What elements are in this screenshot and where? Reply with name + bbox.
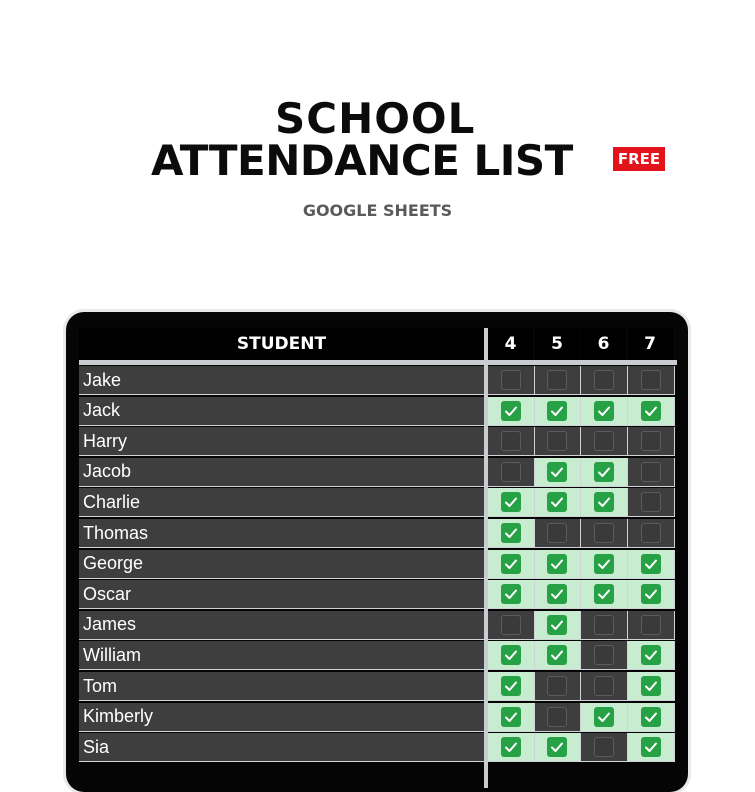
- unchecked-checkbox-icon[interactable]: [501, 431, 521, 451]
- title-line-2: ATTENDANCE LIST: [151, 136, 573, 185]
- attendance-cell: [488, 641, 535, 670]
- checked-checkbox-icon[interactable]: [594, 492, 614, 512]
- attendance-cell: [535, 488, 582, 517]
- checked-checkbox-icon[interactable]: [547, 401, 567, 421]
- attendance-cell: [581, 519, 628, 548]
- attendance-cell: [488, 733, 535, 762]
- attendance-cell: [535, 458, 582, 487]
- checked-checkbox-icon[interactable]: [641, 554, 661, 574]
- attendance-cell: [628, 672, 675, 701]
- checked-checkbox-icon[interactable]: [501, 554, 521, 574]
- attendance-cell: [581, 427, 628, 456]
- checked-checkbox-icon[interactable]: [501, 523, 521, 543]
- student-name: Kimberly: [79, 703, 484, 732]
- checked-checkbox-icon[interactable]: [594, 462, 614, 482]
- attendance-cell: [535, 641, 582, 670]
- unchecked-checkbox-icon[interactable]: [594, 676, 614, 696]
- attendance-cell: [488, 519, 535, 548]
- unchecked-checkbox-icon[interactable]: [641, 615, 661, 635]
- unchecked-checkbox-icon[interactable]: [641, 492, 661, 512]
- checked-checkbox-icon[interactable]: [501, 645, 521, 665]
- student-name: Jacob: [79, 458, 484, 487]
- attendance-cell: [581, 672, 628, 701]
- attendance-cell: [488, 397, 535, 426]
- student-name: Charlie: [79, 488, 484, 517]
- day-header-4: 4: [488, 328, 533, 360]
- day-header-7: 7: [628, 328, 673, 360]
- unchecked-checkbox-icon[interactable]: [547, 523, 567, 543]
- attendance-cell: [488, 366, 535, 395]
- free-badge: FREE: [613, 147, 665, 171]
- attendance-cell: [535, 427, 582, 456]
- unchecked-checkbox-icon[interactable]: [641, 523, 661, 543]
- student-column-header: STUDENT: [79, 328, 484, 360]
- table-row: [79, 550, 677, 581]
- unchecked-checkbox-icon[interactable]: [641, 370, 661, 390]
- attendance-cell: [535, 366, 582, 395]
- checked-checkbox-icon[interactable]: [547, 645, 567, 665]
- attendance-cell: [535, 672, 582, 701]
- attendance-cell: [581, 611, 628, 640]
- checked-checkbox-icon[interactable]: [501, 492, 521, 512]
- attendance-cell: [628, 641, 675, 670]
- attendance-cell: [581, 458, 628, 487]
- table-row: [79, 397, 677, 428]
- unchecked-checkbox-icon[interactable]: [547, 707, 567, 727]
- attendance-cell: [581, 641, 628, 670]
- attendance-cell: [581, 580, 628, 609]
- checked-checkbox-icon[interactable]: [547, 615, 567, 635]
- attendance-cell: [535, 580, 582, 609]
- attendance-cell: [488, 703, 535, 732]
- checked-checkbox-icon[interactable]: [641, 676, 661, 696]
- unchecked-checkbox-icon[interactable]: [641, 431, 661, 451]
- checked-checkbox-icon[interactable]: [594, 707, 614, 727]
- table-row: [79, 366, 677, 397]
- attendance-cell: [535, 397, 582, 426]
- attendance-cell: [581, 733, 628, 762]
- unchecked-checkbox-icon[interactable]: [594, 431, 614, 451]
- attendance-cell: [581, 366, 628, 395]
- attendance-cell: [488, 580, 535, 609]
- table-row: [79, 641, 677, 672]
- checked-checkbox-icon[interactable]: [641, 584, 661, 604]
- student-name: Tom: [79, 672, 484, 701]
- student-name: George: [79, 550, 484, 579]
- unchecked-checkbox-icon[interactable]: [594, 645, 614, 665]
- checked-checkbox-icon[interactable]: [594, 401, 614, 421]
- attendance-cell: [488, 427, 535, 456]
- attendance-cell: [628, 397, 675, 426]
- checked-checkbox-icon[interactable]: [547, 462, 567, 482]
- attendance-cell: [581, 397, 628, 426]
- checked-checkbox-icon[interactable]: [641, 401, 661, 421]
- subtitle: GOOGLE SHEETS: [302, 201, 453, 220]
- unchecked-checkbox-icon[interactable]: [594, 370, 614, 390]
- attendance-cell: [488, 488, 535, 517]
- unchecked-checkbox-icon[interactable]: [594, 523, 614, 543]
- unchecked-checkbox-icon[interactable]: [501, 462, 521, 482]
- table-row: [79, 519, 677, 550]
- attendance-cell: [535, 703, 582, 732]
- checked-checkbox-icon[interactable]: [501, 707, 521, 727]
- table-row: [79, 488, 677, 519]
- student-name: Jake: [79, 366, 484, 395]
- table-row: [79, 427, 677, 458]
- attendance-cell: [488, 550, 535, 579]
- table-row: [79, 703, 677, 734]
- unchecked-checkbox-icon[interactable]: [594, 737, 614, 757]
- table-row: [79, 733, 677, 764]
- unchecked-checkbox-icon[interactable]: [594, 615, 614, 635]
- unchecked-checkbox-icon[interactable]: [641, 462, 661, 482]
- attendance-cell: [628, 427, 675, 456]
- attendance-cell: [628, 519, 675, 548]
- checked-checkbox-icon[interactable]: [641, 645, 661, 665]
- hero: [0, 0, 755, 300]
- attendance-cell: [535, 519, 582, 548]
- attendance-cell: [628, 458, 675, 487]
- day-header-6: 6: [581, 328, 626, 360]
- checked-checkbox-icon[interactable]: [594, 584, 614, 604]
- attendance-cell: [535, 733, 582, 762]
- attendance-cell: [628, 488, 675, 517]
- attendance-cell: [628, 580, 675, 609]
- student-name: Harry: [79, 427, 484, 456]
- checked-checkbox-icon[interactable]: [641, 737, 661, 757]
- attendance-cell: [628, 550, 675, 579]
- checked-checkbox-icon[interactable]: [501, 584, 521, 604]
- attendance-cell: [581, 703, 628, 732]
- checked-checkbox-icon[interactable]: [501, 676, 521, 696]
- attendance-cell: [628, 611, 675, 640]
- unchecked-checkbox-icon[interactable]: [501, 615, 521, 635]
- student-name: Sia: [79, 733, 484, 762]
- student-name: Jack: [79, 397, 484, 426]
- attendance-cell: [628, 733, 675, 762]
- title-line-1: SCHOOL: [275, 94, 476, 143]
- attendance-cell: [628, 703, 675, 732]
- attendance-cell: [535, 550, 582, 579]
- checked-checkbox-icon[interactable]: [547, 492, 567, 512]
- checked-checkbox-icon[interactable]: [547, 554, 567, 574]
- table-row: [79, 611, 677, 642]
- student-name: William: [79, 641, 484, 670]
- checked-checkbox-icon[interactable]: [594, 554, 614, 574]
- attendance-cell: [581, 550, 628, 579]
- unchecked-checkbox-icon[interactable]: [501, 370, 521, 390]
- attendance-cell: [488, 611, 535, 640]
- student-name: Oscar: [79, 580, 484, 609]
- attendance-cell: [535, 611, 582, 640]
- unchecked-checkbox-icon[interactable]: [547, 431, 567, 451]
- attendance-cell: [581, 488, 628, 517]
- checked-checkbox-icon[interactable]: [501, 401, 521, 421]
- day-header-5: 5: [535, 328, 580, 360]
- header-divider: [79, 360, 677, 365]
- attendance-cell: [488, 672, 535, 701]
- attendance-cell: [628, 366, 675, 395]
- table-row: [79, 580, 677, 611]
- checked-checkbox-icon[interactable]: [547, 584, 567, 604]
- unchecked-checkbox-icon[interactable]: [547, 676, 567, 696]
- unchecked-checkbox-icon[interactable]: [547, 370, 567, 390]
- student-name: James: [79, 611, 484, 640]
- student-name: Thomas: [79, 519, 484, 548]
- checked-checkbox-icon[interactable]: [501, 737, 521, 757]
- checked-checkbox-icon[interactable]: [547, 737, 567, 757]
- attendance-cell: [488, 458, 535, 487]
- checked-checkbox-icon[interactable]: [641, 707, 661, 727]
- table-row: [79, 672, 677, 703]
- table-row: [79, 458, 677, 489]
